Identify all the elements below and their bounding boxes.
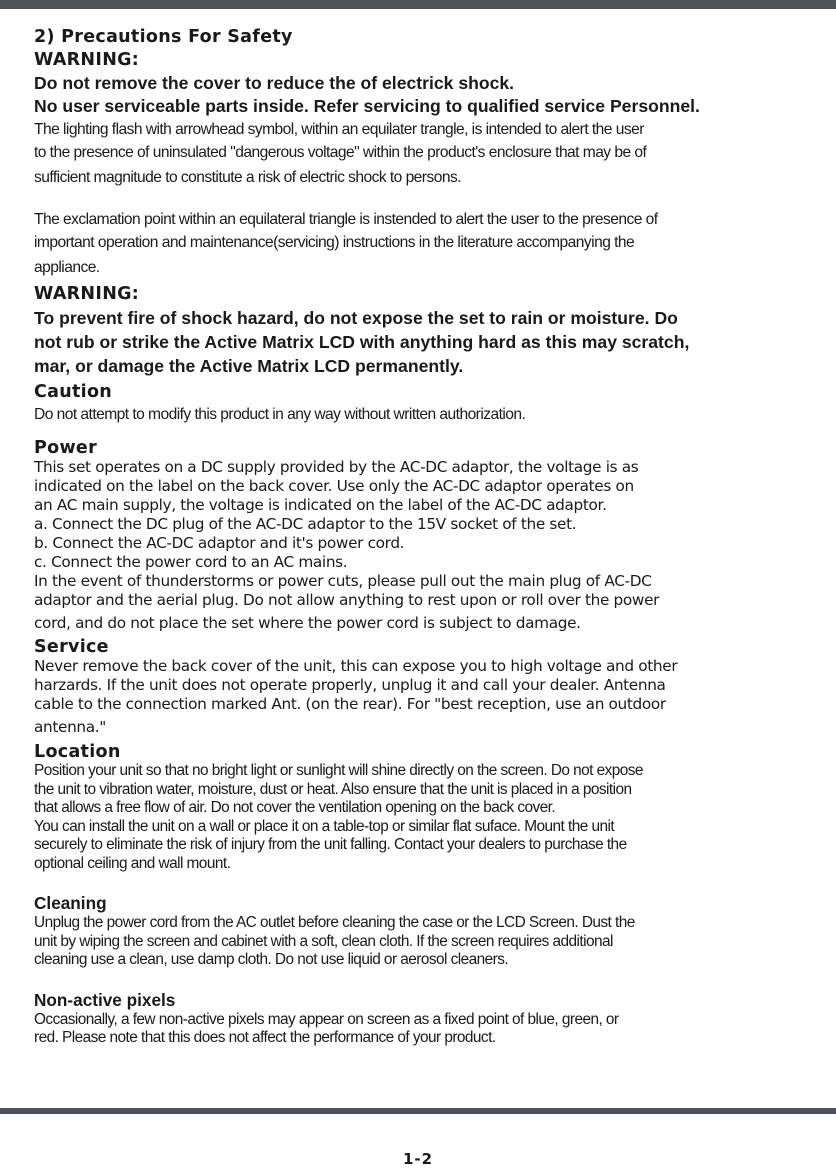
paragraph-line: This set operates on a DC supply provided by the AC-DC adaptor, the voltage is as: [34, 458, 639, 476]
location-heading: Location: [34, 742, 121, 762]
non-active-heading: Non-active pixels: [34, 989, 176, 1010]
cleaning-section: [34, 893, 834, 970]
power-section: [34, 439, 834, 633]
paragraph-line: Do not attempt to modify this product in any way without written authorization.: [34, 406, 526, 423]
bottom-divider: [0, 1108, 836, 1114]
service-text: [34, 657, 834, 737]
paragraph-line: harzards. If the unit does not operate properly, unplug it and call your dealer. Antenna: [34, 676, 666, 694]
paragraph-line: b. Connect the AC-DC adaptor and it's power cord.: [34, 534, 405, 552]
paragraph-line: The lighting flash with arrowhead symbol, within an equilater trangle, is intended to alert the user: [34, 121, 644, 138]
paragraph-line: adaptor and the aerial plug. Do not allow anything to rest upon or roll over the power: [34, 591, 660, 609]
caution-section: [34, 381, 834, 426]
paragraph-line: You can install the unit on a wall or place it on a table-top or similar flat suface. Mount the unit: [34, 817, 615, 835]
paragraph-line: indicated on the label on the back cover. Use only the AC-DC adaptor operates on: [34, 477, 634, 495]
warning-text: [34, 306, 834, 378]
power-heading: Power: [34, 438, 98, 458]
paragraph-line: Occasionally, a few non-active pixels may appear on screen as a fixed point of blue, green, or: [34, 1010, 619, 1028]
warning-block-2: [34, 283, 834, 378]
warning-text: [34, 72, 834, 118]
location-text: [34, 762, 834, 873]
paragraph-line: cleaning use a clean, use damp cloth. Do not use liquid or aerosol cleaners.: [34, 951, 509, 968]
page-number: 1-2: [402, 1150, 434, 1168]
section-title: 2) Precautions For Safety: [34, 27, 293, 47]
paragraph-line: unit by wiping the screen and cabinet with a soft, clean cloth. If the screen requires additional: [34, 932, 613, 950]
paragraph-line: antenna.": [34, 718, 106, 736]
paragraph-line: Unplug the power cord from the AC outlet before cleaning the case or the LCD Screen. Dust the: [34, 914, 635, 931]
paragraph-line: optional ceiling and wall mount.: [34, 854, 231, 872]
cleaning-heading: Cleaning: [34, 893, 107, 913]
warning-line: mar, or damage the Active Matrix LCD permanently.: [34, 356, 464, 376]
non-active-text: [34, 1011, 834, 1048]
paragraph-line: the unit to vibration water, moisture, dust or heat. Also ensure that the unit is placed in a position: [34, 780, 632, 798]
paragraph-line: c. Connect the power cord to an AC mains.: [34, 553, 348, 571]
paragraph-line: securely to eliminate the risk of injury from the unit falling. Contact your dealers to purchase the: [34, 836, 627, 853]
warning-line: Do not remove the cover to reduce the of electrick shock.: [34, 73, 515, 93]
paragraph-line: red. Please note that this does not affect the performance of your product.: [34, 1029, 496, 1046]
non-active-section: [34, 990, 834, 1048]
paragraph-line: a. Connect the DC plug of the AC-DC adaptor to the 15V socket of the set.: [34, 515, 577, 533]
paragraph-line: important operation and maintenance(servicing) instructions in the literature accompanying the: [34, 234, 635, 251]
warning-block-1: [34, 49, 834, 118]
power-text: [34, 458, 834, 633]
service-heading: Service: [34, 637, 109, 657]
warning-line: To prevent fire of shock hazard, do not expose the set to rain or moisture. Do: [34, 308, 678, 328]
paragraph-line: The exclamation point within an equilateral triangle is instended to alert the user to the presence of: [34, 211, 658, 228]
service-section: [34, 638, 834, 737]
cleaning-text: [34, 914, 834, 970]
lightning-paragraph: [34, 118, 834, 189]
caution-text: [34, 403, 834, 426]
top-divider: [0, 0, 836, 9]
paragraph-line: Position your unit so that no bright light or sunlight will shine directly on the screen. Do not expose: [34, 762, 643, 779]
caution-heading: Caution: [34, 382, 113, 402]
paragraph-line: that allows a free flow of air. Do not cover the ventilation opening on the back cover.: [34, 799, 556, 816]
warning-label: WARNING:: [34, 284, 140, 304]
paragraph-line: sufficient magnitude to constitute a risk of electric shock to persons.: [34, 169, 461, 186]
warning-label: WARNING:: [34, 50, 140, 70]
paragraph-line: cable to the connection marked Ant. (on the rear). For "best reception, use an outdoor: [34, 695, 666, 713]
location-section: [34, 743, 834, 873]
warning-line: No user serviceable parts inside. Refer servicing to qualified service Personnel.: [34, 96, 700, 116]
paragraph-line: an AC main supply, the voltage is indicated on the label of the AC-DC adaptor.: [34, 496, 607, 514]
paragraph-line: Never remove the back cover of the unit, this can expose you to high voltage and other: [34, 657, 678, 675]
exclamation-paragraph: [34, 208, 834, 279]
document-body: [34, 27, 834, 1048]
paragraph-line: appliance.: [34, 259, 100, 276]
paragraph-line: to the presence of uninsulated "dangerous voltage" within the product's enclosure that may be of: [34, 144, 647, 161]
paragraph-line: cord, and do not place the set where the power cord is subject to damage.: [34, 614, 581, 632]
paragraph-line: In the event of thunderstorms or power cuts, please pull out the main plug of AC-DC: [34, 572, 652, 590]
warning-line: not rub or strike the Active Matrix LCD with anything hard as this may scratch,: [34, 332, 690, 352]
